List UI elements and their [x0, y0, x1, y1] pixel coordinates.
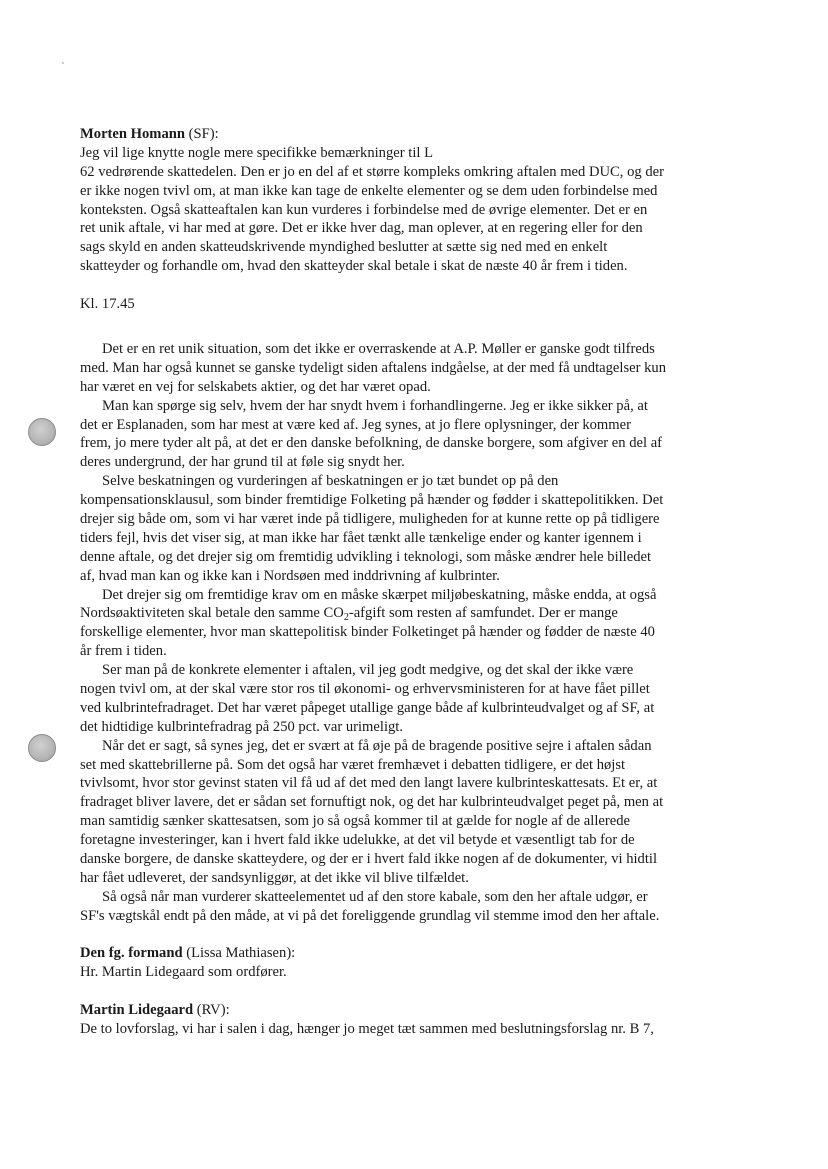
- speaker-name: Martin Lidegaard: [80, 1002, 194, 1018]
- text-line: nogen tvivl om, at der skal være stor ros til økonomi- og erhvervsministeren for at have fået pillet: [80, 681, 650, 698]
- text-line: kompensationsklausul, som binder fremtidige Folketing på hænder og fødder i skattepolitikken. Det: [80, 492, 664, 509]
- time-stamp: Kl. 17.45: [80, 296, 135, 312]
- punch-hole-top: [28, 418, 56, 446]
- text-line: det hidtidige kulbrintefradrag på 250 pct. var urimeligt.: [80, 718, 403, 735]
- text-line: Det drejer sig om fremtidige krav om en måske skærpet miljøbeskatning, måske endda, at også: [102, 586, 657, 603]
- speech-morten-homann: [80, 125, 760, 276]
- text-line: De to lovforslag, vi har i salen i dag, hænger jo meget tæt sammen med beslutningsforslag nr. B 7,: [80, 1020, 654, 1037]
- text-line: drejer sig både om, som vi har været inde på tidligere, muligheden for at kunne rette op på tidligere: [80, 511, 660, 528]
- text-line: er ikke nogen tvivl om, at man ikke kan tage de enkelte elementer og se dem uden forbindelse med: [80, 182, 658, 199]
- speech-body: [80, 340, 760, 926]
- speech-martin-lidegaard: [80, 1001, 760, 1039]
- speaker-line: [80, 125, 760, 144]
- text-line: man samtidig sænker skattesatsen, som jo så også kommer til at gælde for nogle af de allerede: [80, 813, 630, 830]
- text-line: fradraget bliver lavere, det er sådan set fornuftigt nok, og det har kulbrinteudvalget peget på, men at: [80, 794, 664, 811]
- text-line: 62 vedrørende skattedelen. Den er jo en del af et større kompleks omkring aftalen med DUC, og der: [80, 163, 664, 180]
- text-line: har været en vej for selskabets aktier, og det har været opad.: [80, 378, 431, 395]
- text-line: ved kulbrintefradraget. Det har været påpeget utallige gange både af kulbrinteudvalget og af SF, at: [80, 699, 655, 716]
- text-line-co2: [80, 604, 760, 623]
- text-line: foretagne investeringer, kan i hvert fald ikke udelukke, at det vil betyde et væsentligt tab for de: [80, 832, 635, 849]
- text-line: sags skyld en anden skatteudskrivende myndighed beslutter at sætte sig ned med en enkelt: [80, 239, 608, 256]
- text-line: Det er en ret unik situation, som det ikke er overraskende at A.P. Møller er ganske godt tilfreds: [102, 341, 655, 357]
- speaker-line: [80, 1001, 760, 1020]
- text-line: deres undergrund, der har grund til at føle sig snydt her.: [80, 454, 405, 471]
- speaker-party: (RV):: [193, 1002, 230, 1018]
- text-line: Jeg vil lige knytte nogle mere specifikke bemærkninger til L: [80, 144, 433, 161]
- speaker-party: (SF):: [185, 126, 219, 142]
- speaker-line: [80, 944, 760, 963]
- text-line: Ser man på de konkrete elementer i aftalen, vil jeg godt medgive, og det skal der ikke være: [102, 662, 634, 679]
- text-line: skatteyder og forhandle om, hvad den skatteyder skal betale i skat de næste 40 år frem i tiden.: [80, 258, 628, 275]
- text-line: Når det er sagt, så synes jeg, det er svært at få øje på de bragende positive sejre i aftalen sådan: [102, 737, 652, 754]
- scan-speck: [62, 62, 64, 64]
- text-line: det er Esplanaden, som har mest at være ked af. Jeg synes, at jo flere oplysninger, der kommer: [80, 416, 631, 433]
- text-line: tiders fejl, hvis det viser sig, at man ikke har fået tænkt alle tænkelige ender og kanter igennem i: [80, 529, 642, 546]
- text-line: forskellige elementer, hvor man skattepolitisk binder Folketinget på hænder og fødder de næste 40: [80, 624, 655, 641]
- text-line: har fået udleveret, der sandsynliggør, at det ikke vil blive tilfældet.: [80, 869, 469, 886]
- text-line: med. Man har også kunnet se ganske tydeligt siden aftalens indgåelse, at der med få undtagelser kun: [80, 359, 667, 376]
- speaker-name: Morten Homann: [80, 126, 185, 142]
- punch-hole-bottom: [28, 734, 56, 762]
- text-line: konteksten. Også skatteaftalen kan kun vurderes i forbindelse med de øvrige elementer. Det er en: [80, 201, 648, 218]
- text-line: frem, jo mere tyder alt på, at det er den danske befolkning, de danske borgere, som afgiver en del af: [80, 435, 663, 452]
- co2-subscript: 2: [343, 612, 349, 624]
- text-line: Hr. Martin Lidegaard som ordfører.: [80, 963, 287, 980]
- speaker-name: Den fg. formand: [80, 945, 183, 961]
- text-line: ret unik aftale, vi har med at gøre. Det er ikke hver dag, man oplever, at en regering eller for den: [80, 220, 643, 237]
- text-line: tvivlsomt, hvor stor gevinst staten vil få ud af det med den langt lavere kulbrinteskattesats. Et er, at: [80, 775, 658, 792]
- text-line: set med skattebrillerne på. Som det også har været fremhævet i debatten tidligere, er det højst: [80, 756, 626, 773]
- speaker-party: (Lissa Mathiasen):: [182, 945, 296, 961]
- co2-prefix: Nordsøaktiviteten skal betale den samme CO: [80, 605, 344, 622]
- text-line: danske borgere, de danske skatteydere, og der er i hvert fald ikke nogen af de dokumenter, vi hidtil: [80, 851, 658, 868]
- speech-chair: [80, 944, 760, 982]
- text-line: Man kan spørge sig selv, hvem der har snydt hvem i forhandlingerne. Jeg er ikke sikker på, at: [102, 397, 648, 414]
- text-line: år frem i tiden.: [80, 643, 167, 660]
- text-line: denne aftale, og det drejer sig om fremtidig udvikling i teknologi, som måske ændrer hele billedet: [80, 548, 652, 565]
- text-line: Selve beskatningen og vurderingen af beskatningen er jo tæt bundet op på den: [102, 473, 559, 490]
- co2-suffix: -afgift som resten af samfundet. Der er mange: [348, 605, 618, 622]
- text-line: SF's vægtskål endt på den måde, at vi på det foreliggende grundlag vil stemme imod den her aftale.: [80, 907, 660, 924]
- text-line: af, hvad man kan og ikke kan i Nordsøen med inddrivning af kulbrinter.: [80, 567, 500, 584]
- text-line: Så også når man vurderer skatteelementet ud af den store kabale, som den her aftale udgør, er: [102, 888, 648, 905]
